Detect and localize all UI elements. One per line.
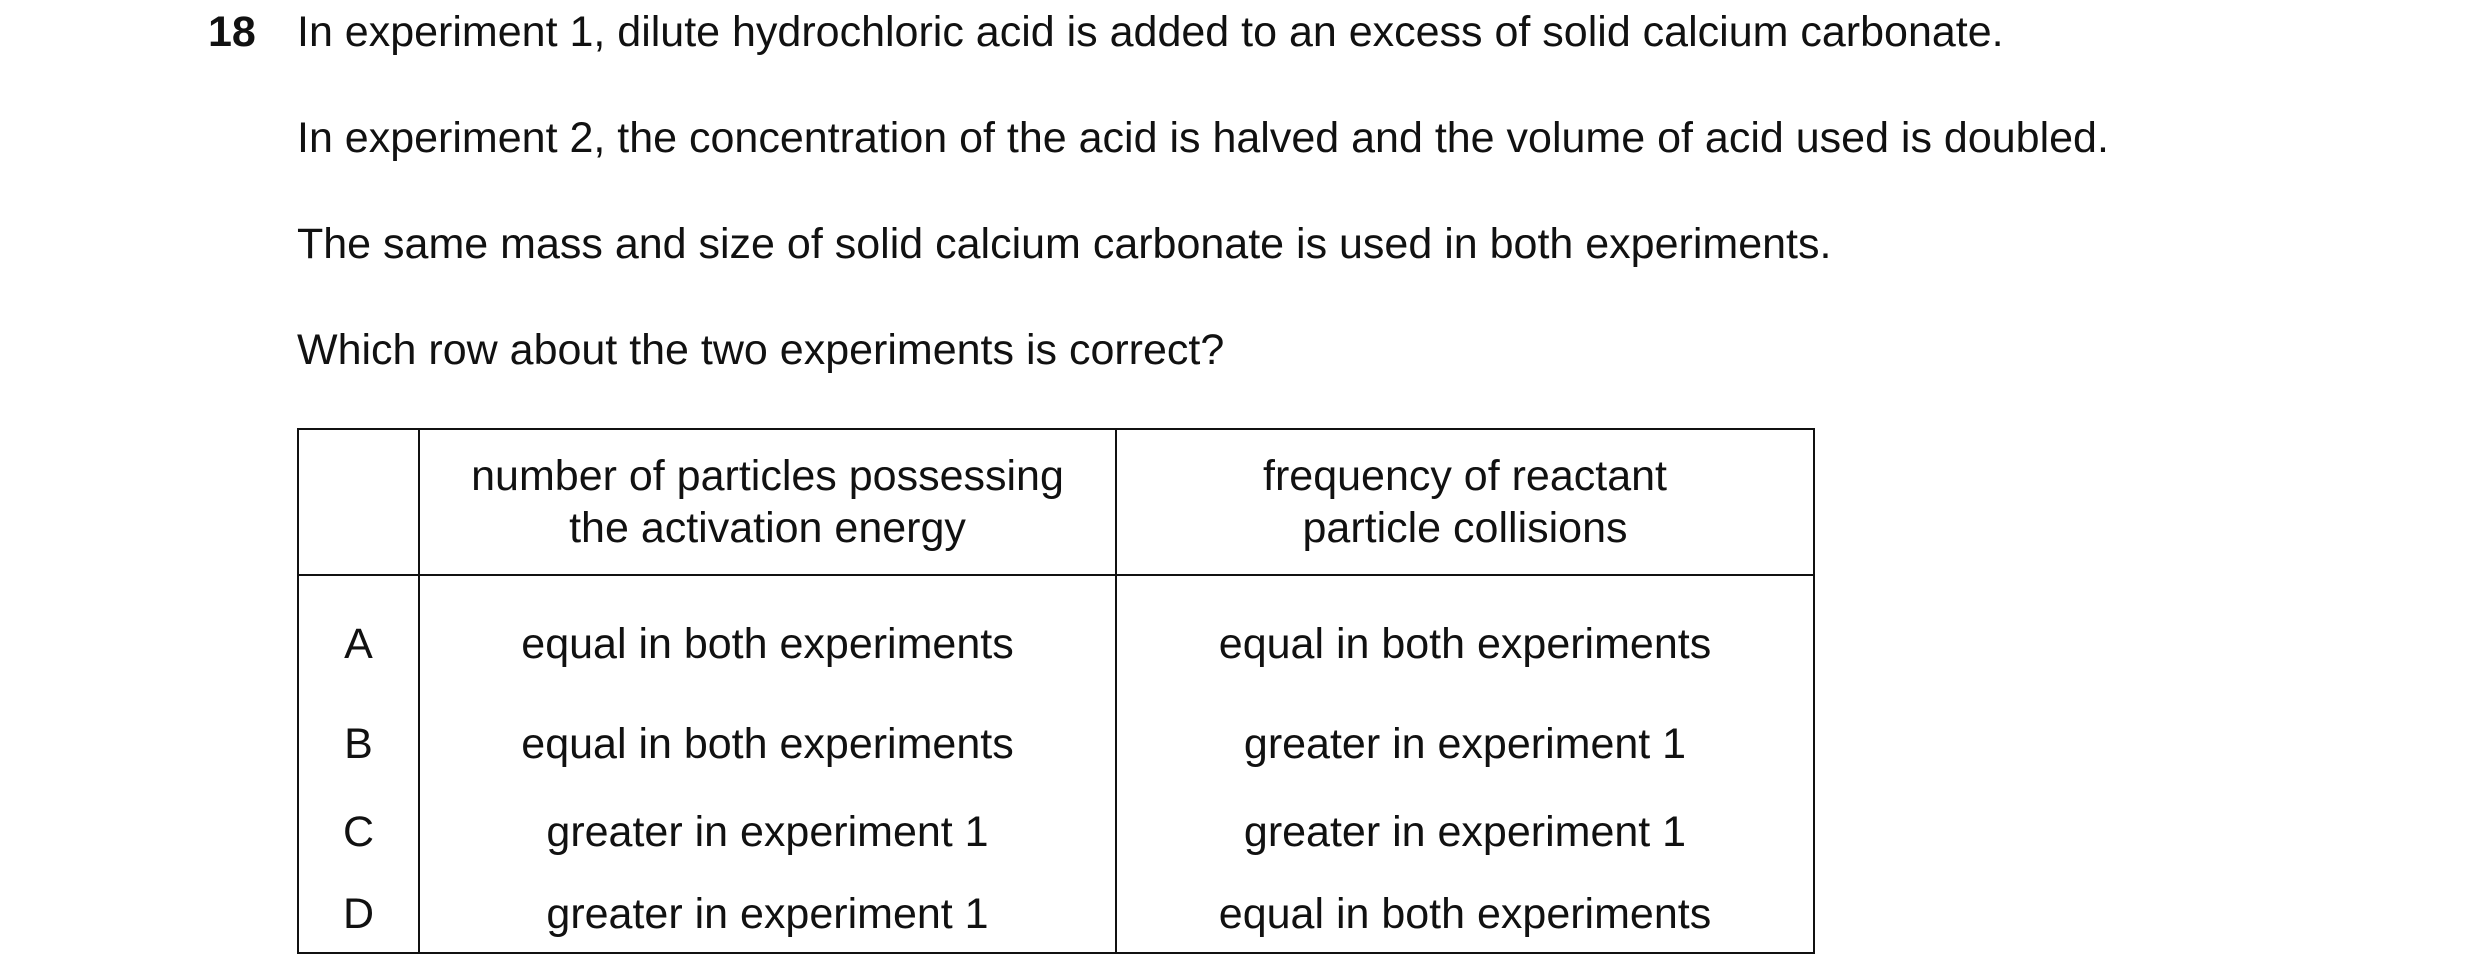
option-row-d[interactable]: [298, 876, 1814, 953]
option-row-a[interactable]: [298, 575, 1814, 700]
option-letter: A: [298, 575, 419, 700]
option-collision-frequency: equal in both experiments: [1116, 876, 1814, 953]
header-activation-energy-line1: number of particles possessing: [471, 452, 1064, 500]
header-activation-energy-line2: the activation energy: [569, 504, 966, 552]
option-activation-energy: equal in both experiments: [419, 700, 1116, 788]
option-letter: C: [298, 788, 419, 876]
question-condition: In experiment 2, the concentration of the acid is halved and the volume of acid used is doubled.: [297, 114, 2109, 162]
option-letter: B: [298, 700, 419, 788]
option-activation-energy: greater in experiment 1: [419, 788, 1116, 876]
question-constant: The same mass and size of solid calcium carbonate is used in both experiments.: [297, 220, 1832, 268]
header-collision-frequency-line1: frequency of reactant: [1263, 452, 1667, 500]
option-letter: D: [298, 876, 419, 953]
option-row-c[interactable]: [298, 788, 1814, 876]
question-intro: In experiment 1, dilute hydrochloric acid is added to an excess of solid calcium carbonate.: [297, 8, 2004, 56]
question-prompt: Which row about the two experiments is correct?: [297, 326, 1225, 374]
option-collision-frequency: greater in experiment 1: [1116, 700, 1814, 788]
option-row-b[interactable]: [298, 700, 1814, 788]
answer-table-header: [298, 429, 1814, 575]
header-activation-energy: [419, 429, 1116, 575]
header-empty-cell: [298, 429, 419, 575]
option-collision-frequency: equal in both experiments: [1116, 575, 1814, 700]
header-collision-frequency: [1116, 429, 1814, 575]
header-collision-frequency-line2: particle collisions: [1302, 504, 1628, 552]
answer-table: [297, 428, 1815, 954]
option-activation-energy: greater in experiment 1: [419, 876, 1116, 953]
option-collision-frequency: greater in experiment 1: [1116, 788, 1814, 876]
option-activation-energy: equal in both experiments: [419, 575, 1116, 700]
question-number: 18: [208, 8, 256, 56]
